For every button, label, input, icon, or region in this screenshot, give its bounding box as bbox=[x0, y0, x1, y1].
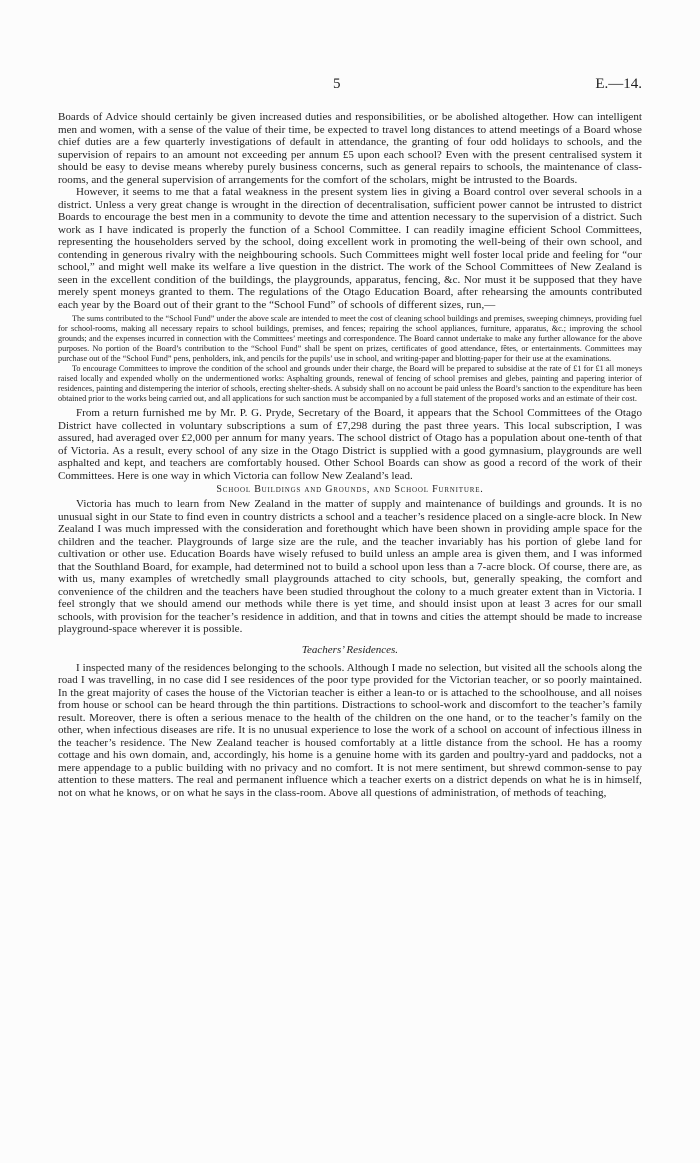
paragraph-otago-return: From a return furnished me by Mr. P. G. Pryde, Secretary of the Board, it appears that the School Committees of the Otago District have collected in voluntary subscriptions a sum of £7,298 during the past three years. This local subscription, I was assured, had averaged over £2,000 per annum for many years. The school district of Otago has a population about one-tenth of that of Victoria. As a result, every school of any size in the Otago District is supplied with a good gymnasium, playgrounds are well asphalted and kept, and teachers are comfortably housed. Other School Boards can show as good a record of the work of their Committees. Here is one way in which Victoria can follow New Zealand’s lead. bbox=[58, 407, 642, 482]
paragraph-school-committees: However, it seems to me that a fatal weakness in the present system lies in giving a Board control over several schools in a district. Unless a very great change is wrought in the direction of decentralisation, sufficient power cannot be intrusted to district Boards to encourage the best men in a community to devote the time and attention necessary to the supervision of a district. Such work as I have indicated is properly the function of a School Committee. I can readily imagine efficient School Committees, representing the householders served by the school, doing excellent work in promoting the well-being of their own school, and contending in generous rivalry with the neighbouring schools. Such Committees might well foster local pride and feeling for “our school,” and might well make its welfare a live question in the district. The work of the School Committees of New Zealand is seen in the excellent condition of the buildings, the playgrounds, apparatus, fencing, &c. Nor must it be supposed that they have merely spent moneys granted to them. The regulations of the Otago Education Board, after rehearsing the amounts contributed each year by the Board out of their grant to the “School Fund” of schools of different sizes, run,— bbox=[58, 186, 642, 311]
section-heading-buildings: School Buildings and Grounds, and School Furniture. bbox=[216, 484, 484, 495]
paragraph-teachers-residences: I inspected many of the residences belonging to the schools. Although I made no selection, but visited all the schools along the road I was travelling, in no case did I see residences of the poor type provided for the Victorian teacher, or so poorly maintained. In the great majority of cases the house of the Victorian teacher is either a lean-to or is attached to the schoolhouse, and all noises from house or school can be heard through the thin partitions. Distractions to school-work and discomfort to the teacher’s family result. Moreover, there is often a serious menace to the health of the children on the one hand, or to the teacher’s family on the other, when infectious diseases are rife. It is no unusual experience to lose the work of a school on account of infectious illness in the teacher’s residence. The New Zealand teacher is housed comfortably at a little distance from the school. He has a roomy cottage and his own domain, and, accordingly, his home is a genuine home with its garden and poultry-yard and paddocks, not a mere appendage to a public building with no privacy and no comfort. It is not mere sentiment, but shrewd common-sense to pay attention to these matters. The real and permanent influence which a teacher exerts on a district depends on what he is in himself, not on what he knows, or on what he says in the class-room. Above all questions of administration, of methods of teaching, bbox=[58, 661, 642, 799]
document-reference: E.—14. bbox=[595, 76, 642, 92]
quoted-regulation-school-fund: The sums contributed to the “School Fund” under the above scale are intended to meet the cost of cleaning school buildings and premises, sweeping chimneys, providing fuel for school-rooms, making all necessary repairs to school buildings, premises, and fences; repairing the school appliances, furniture, apparatus, &c.; improving the school grounds; and the expenses incurred in connection with the Committees’ meetings and correspondence. The Board cannot undertake to make any further allowance for the above purposes. No portion of the Board’s contribution to the “School Fund” shall be spent on prizes, certificates of good attendance, fêtes, or entertainments. Committees may purchase out of the “School Fund” pens, penholders, ink, and pencils for the pupils’ use in school, and writing-paper and blotting-paper for their use at the examinations. bbox=[58, 314, 642, 363]
paragraph-boards-of-advice: Boards of Advice should certainly be given increased duties and responsibilities, or be abolished altogether. How can intelligent men and women, with a sense of the value of their time, be expected to travel long distances to attend meetings of a Board whose chief duties are a few quarterly investigations of default in attendance, the granting of four odd holidays to schools, and the supervision of repairs to an amount not exceeding per annum £5 upon each school? Even with the present centralised system it should be easy to devise means whereby purely business concerns, such as general repairs to schools, the maintenance of class-rooms, and the general supervision of arrangements for the comfort of the scholars, might be intrusted to the Boards. bbox=[58, 111, 642, 186]
paragraph-buildings-grounds: Victoria has much to learn from New Zealand in the matter of supply and maintenance of buildings and grounds. It is no unusual sight in our State to find even in country districts a school and a teacher’s residence placed on a single-acre block. In New Zealand I was much impressed with the consideration and forethought which have been shown in providing ample space for the children and the teacher. Playgrounds of large size are the rule, and the teacher invariably has his portion of glebe land for cultivation or other use. Education Boards have wisely refused to build unless an ample area is given them, and I was informed that the Southland Board, for example, had determined not to build a school upon less than a 7-acre block. Of course, there are, as with us, many examples of wretchedly small playgrounds attached to city schools, but, generally speaking, the comfort and convenience of the children and the teachers have been studied throughout the colony to a much greater extent than in Victoria. I feel strongly that we should amend our methods while there is yet time, and should insist upon at least 3 acres for our small schools, with provision for the teacher’s residence in addition, and that in towns and cities the attempt should be made to increase playground-space wherever it is possible. bbox=[58, 498, 642, 635]
quoted-regulation-subsidy: To encourage Committees to improve the condition of the school and grounds under their charge, the Board will be prepared to subsidise at the rate of £1 for £1 all moneys raised locally and expended wholly on the undermentioned works: Asphalting grounds, renewal of fencing of school premises and glebes, painting and papering interior of residences, painting and distempering the interior of schools, erecting shelter-sheds. A subsidy shall on no account be paid unless the Board’s sanction to the expenditure has been obtained prior to the works being carried out, and all applications for such sanction must be accompanied by a full statement of the proposed works and an estimate of their cost. bbox=[58, 364, 642, 403]
page-header bbox=[58, 76, 642, 96]
section-heading-residences: Teachers’ Residences. bbox=[301, 643, 399, 656]
page-body bbox=[58, 111, 642, 799]
page-number: 5 bbox=[333, 76, 341, 92]
